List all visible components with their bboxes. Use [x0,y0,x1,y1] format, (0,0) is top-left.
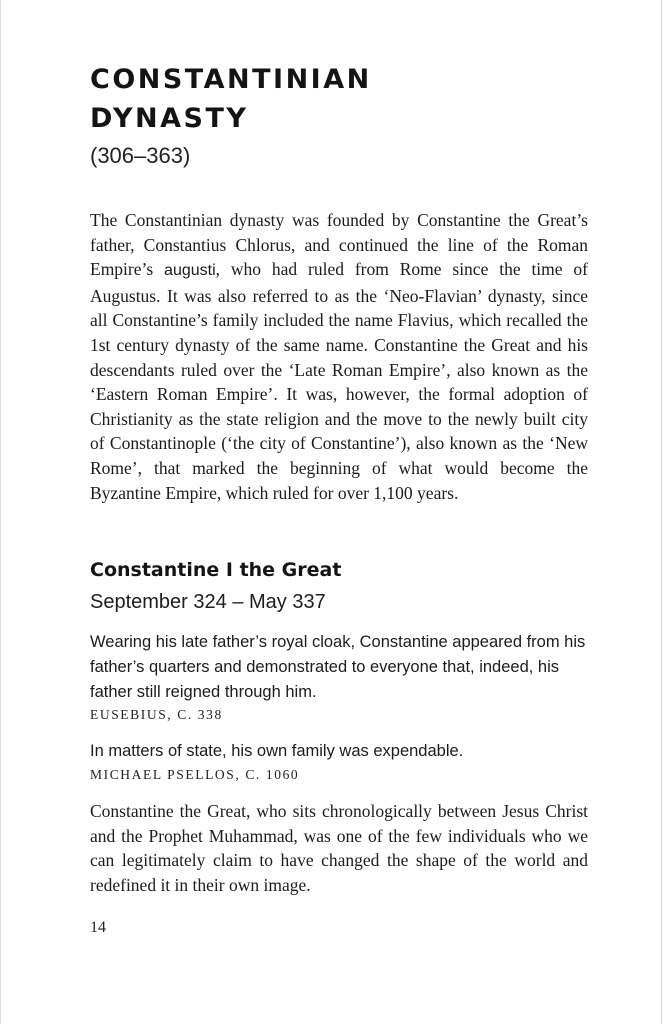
epigraph-attribution: EUSEBIUS, C. 338 [90,707,223,722]
reign-dates: September 324 – May 337 [90,591,326,613]
chapter-title-line-2: DYNASTY [90,103,249,134]
epigraph-attribution: MICHAEL PSELLOS, C. 1060 [90,767,300,782]
chapter-years: (306–363) [90,143,191,168]
page-number: 14 [90,919,106,936]
epigraph-quote: Wearing his late father’s royal cloak, Constantine appeared from his father’s quarters and demonstrated to everyone that, indeed, his father still reigned through him. [90,633,586,701]
chapter-title [90,60,570,138]
epigraph-quote: In matters of state, his own family was expendable. [90,742,464,760]
emperor-name-heading: Constantine I the Great [90,559,342,581]
chapter-title-line-1: CONSTANTINIAN [90,64,372,95]
intro-text-part-1: The Constantinian dynasty was founded by Constantine the Great’s father, Constantius Chlorus, and continued the line of the Roman Empire’s [90,210,588,280]
body-paragraph: Constantine the Great, who sits chronologically between Jesus Christ and the Prophet Muhammad, was one of the few individuals who we can legitimately claim to have changed the shape of the world and redefined it in their own image. [90,801,588,895]
intro-augusti-term: augusti [164,262,216,280]
intro-paragraph [90,208,588,505]
intro-text-part-2: , who had ruled from Rome since the time of Augustus. It was also referred to as the ‘Neo-Flavian’ dynasty, since all Constantine’s family included the name Flavius, which recalled the 1st century dynasty of the same name. Constantine the Great and his descendants ruled over the ‘Late Roman Empire’, also known as the ‘Eastern Roman Empire’. It was, however, the formal adoption of Christianity as the state religion and the move to the newly built city of Constantinople (‘the city of Constantine’), also known as the ‘New Rome’, that marked the beginning of what would become the Byzantine Empire, which ruled for over 1,100 years. [90,259,588,503]
